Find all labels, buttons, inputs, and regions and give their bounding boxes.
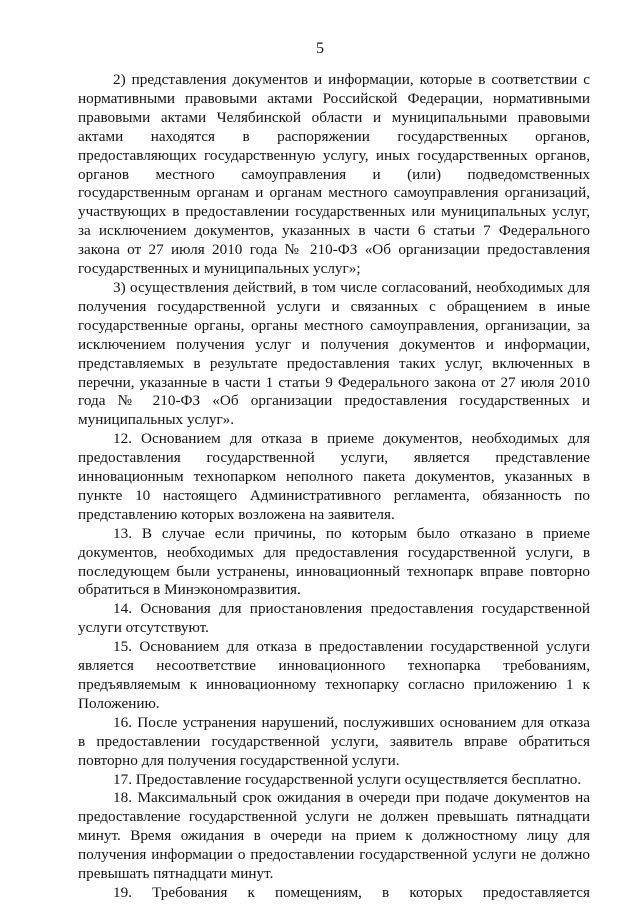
- paragraph-16: 16. После устранения нарушений, послуживших основанием для отказа в предоставлении государственной услуги, заявитель вправе обратиться повторно для получения государственной услуги.: [78, 713, 590, 769]
- page-number: 5: [316, 40, 324, 57]
- paragraph-13: 13. В случае если причины, по которым было отказано в приеме документов, необходимых для предоставления государственной услуги, в последующем были устранены, инновационный технопарк вправе повторно обратиться в Минэкономразвития.: [78, 524, 590, 599]
- paragraph-item-3: 3) осуществления действий, в том числе согласований, необходимых для получения государственной услуги и связанных с обращением в иные государственные органы, органы местного самоуправления, организации, за исключением получения услуг и получения документов и информации, представляемых в результате предоставления таких услуг, включенных в перечни, указанные в части 1 статьи 9 Федерального закона от 27 июля 2010 года № 210-ФЗ «Об организации предоставления государственных и муниципальных услуг».: [78, 278, 590, 429]
- paragraph-19: 19. Требования к помещениям, в которых предоставляется: [113, 883, 590, 901]
- paragraph-item-2: 2) представления документов и информации, которые в соответствии с нормативными правовыми актами Российской Федерации, нормативными правовыми актами Челябинской области и муниципальными правовыми актами находятся в распоряжении государственных органов, предоставляющих государственную услугу, иных государственных органов, органов местного самоуправления и (или) подведомственных государственным органам и органам местного самоуправления организаций, участвующих в предоставлении государственных или муниципальных услуг, за исключением документов, указанных в части 6 статьи 7 Федерального закона от 27 июля 2010 года № 210-ФЗ «Об организации предоставления государственных и муниципальных услуг»;: [78, 71, 590, 278]
- paragraph-18: 18. Максимальный срок ожидания в очереди при подаче документов на предоставление государственной услуги не должен превышать пятнадцати минут. Время ожидания в очереди на прием к должностному лицу для получения информации о предоставлении государственной услуги не должно превышать пятнадцати минут.: [78, 789, 590, 883]
- paragraph-12: 12. Основанием для отказа в приеме документов, необходимых для предоставления государственной услуги, является представление инновационным технопарком неполного пакета документов, указанных в пункте 10 настоящего Административного регламента, обязанность по представлению которых возложена на заявителя.: [78, 430, 590, 523]
- document-body: [78, 71, 590, 903]
- paragraph-17: 17. Предоставление государственной услуги осуществляется бесплатно.: [113, 770, 582, 788]
- paragraph-15: 15. Основанием для отказа в предоставлении государственной услуги является несоответствие инновационного технопарка требованиям, предъявляемым к инновационному технопарку согласно приложению 1 к Положению.: [78, 638, 590, 712]
- paragraph-14: 14. Основания для приостановления предоставления государственной услуги отсутствуют.: [78, 600, 590, 637]
